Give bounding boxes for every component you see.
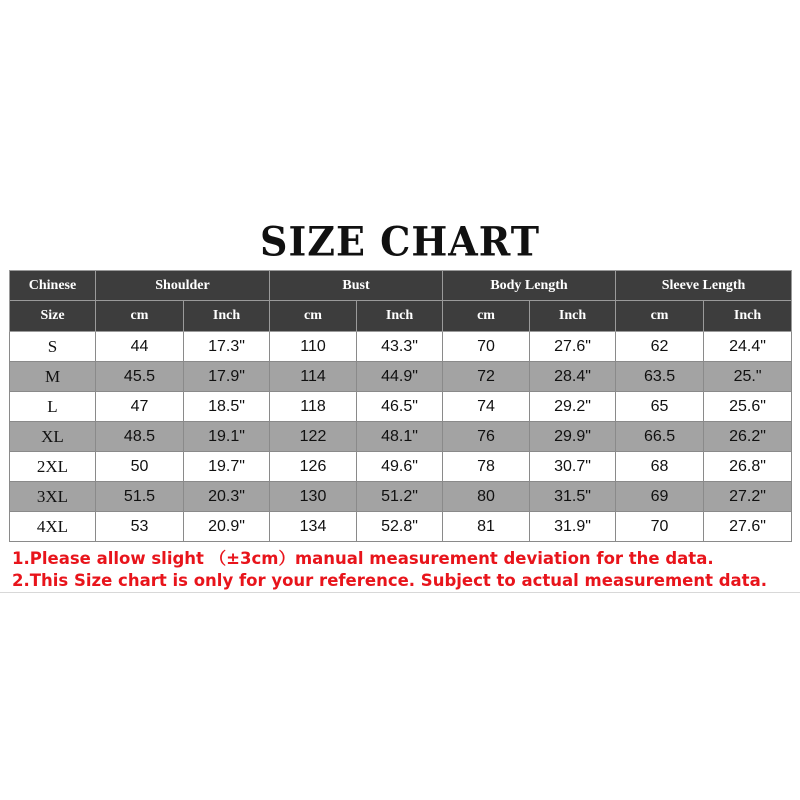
- value-cell: 118: [270, 392, 357, 422]
- value-cell: 122: [270, 422, 357, 452]
- value-cell: 51.5: [96, 482, 184, 512]
- size-cell: 2XL: [10, 452, 96, 482]
- value-cell: 43.3": [357, 332, 443, 362]
- table-row: [10, 332, 792, 362]
- value-cell: 19.7": [184, 452, 270, 482]
- value-cell: 76: [443, 422, 530, 452]
- size-chart-table: [9, 270, 792, 542]
- size-cell: XL: [10, 422, 96, 452]
- unit-header: cm: [616, 301, 704, 332]
- value-cell: 80: [443, 482, 530, 512]
- value-cell: 44: [96, 332, 184, 362]
- divider: [0, 592, 800, 593]
- value-cell: 19.1": [184, 422, 270, 452]
- value-cell: 48.5: [96, 422, 184, 452]
- value-cell: 51.2": [357, 482, 443, 512]
- value-cell: 78: [443, 452, 530, 482]
- group-header-body-length: Body Length: [443, 271, 616, 301]
- table-row: [10, 482, 792, 512]
- value-cell: 65: [616, 392, 704, 422]
- value-cell: 25.": [704, 362, 792, 392]
- size-cell: L: [10, 392, 96, 422]
- value-cell: 27.6": [530, 332, 616, 362]
- size-cell: S: [10, 332, 96, 362]
- unit-header: cm: [443, 301, 530, 332]
- value-cell: 31.9": [530, 512, 616, 542]
- table-row: [10, 392, 792, 422]
- size-cell: M: [10, 362, 96, 392]
- value-cell: 50: [96, 452, 184, 482]
- size-column-header-top: Chinese: [10, 271, 96, 301]
- value-cell: 72: [443, 362, 530, 392]
- value-cell: 26.2": [704, 422, 792, 452]
- size-cell: 3XL: [10, 482, 96, 512]
- note-line: 1.Please allow slight （±3cm）manual measurement deviation for the data.: [12, 549, 714, 568]
- value-cell: 68: [616, 452, 704, 482]
- unit-header: cm: [270, 301, 357, 332]
- value-cell: 70: [443, 332, 530, 362]
- table-row: [10, 422, 792, 452]
- value-cell: 30.7": [530, 452, 616, 482]
- value-cell: 29.9": [530, 422, 616, 452]
- value-cell: 52.8": [357, 512, 443, 542]
- value-cell: 24.4": [704, 332, 792, 362]
- table-row: [10, 452, 792, 482]
- value-cell: 126: [270, 452, 357, 482]
- unit-header: Inch: [357, 301, 443, 332]
- unit-header: Inch: [184, 301, 270, 332]
- value-cell: 47: [96, 392, 184, 422]
- table-row: [10, 362, 792, 392]
- value-cell: 63.5: [616, 362, 704, 392]
- value-cell: 27.2": [704, 482, 792, 512]
- value-cell: 20.9": [184, 512, 270, 542]
- value-cell: 17.9": [184, 362, 270, 392]
- value-cell: 74: [443, 392, 530, 422]
- notes: [12, 548, 792, 592]
- group-header-sleeve-length: Sleeve Length: [616, 271, 792, 301]
- value-cell: 18.5": [184, 392, 270, 422]
- value-cell: 53: [96, 512, 184, 542]
- note-line: 2.This Size chart is only for your reference. Subject to actual measurement data.: [12, 571, 767, 590]
- value-cell: 17.3": [184, 332, 270, 362]
- value-cell: 25.6": [704, 392, 792, 422]
- header-row-units: [10, 301, 792, 332]
- group-header-bust: Bust: [270, 271, 443, 301]
- value-cell: 130: [270, 482, 357, 512]
- unit-header: Inch: [530, 301, 616, 332]
- value-cell: 110: [270, 332, 357, 362]
- value-cell: 46.5": [357, 392, 443, 422]
- value-cell: 27.6": [704, 512, 792, 542]
- header-row-groups: [10, 271, 792, 301]
- value-cell: 70: [616, 512, 704, 542]
- value-cell: 28.4": [530, 362, 616, 392]
- value-cell: 69: [616, 482, 704, 512]
- value-cell: 48.1": [357, 422, 443, 452]
- value-cell: 20.3": [184, 482, 270, 512]
- value-cell: 45.5: [96, 362, 184, 392]
- value-cell: 26.8": [704, 452, 792, 482]
- table-row: [10, 512, 792, 542]
- size-cell: 4XL: [10, 512, 96, 542]
- value-cell: 62: [616, 332, 704, 362]
- unit-header: Inch: [704, 301, 792, 332]
- value-cell: 134: [270, 512, 357, 542]
- value-cell: 114: [270, 362, 357, 392]
- unit-header: cm: [96, 301, 184, 332]
- value-cell: 44.9": [357, 362, 443, 392]
- value-cell: 81: [443, 512, 530, 542]
- value-cell: 29.2": [530, 392, 616, 422]
- value-cell: 31.5": [530, 482, 616, 512]
- value-cell: 66.5: [616, 422, 704, 452]
- size-column-header-bottom: Size: [10, 301, 96, 332]
- page-title: SIZE CHART: [260, 217, 540, 266]
- value-cell: 49.6": [357, 452, 443, 482]
- group-header-shoulder: Shoulder: [96, 271, 270, 301]
